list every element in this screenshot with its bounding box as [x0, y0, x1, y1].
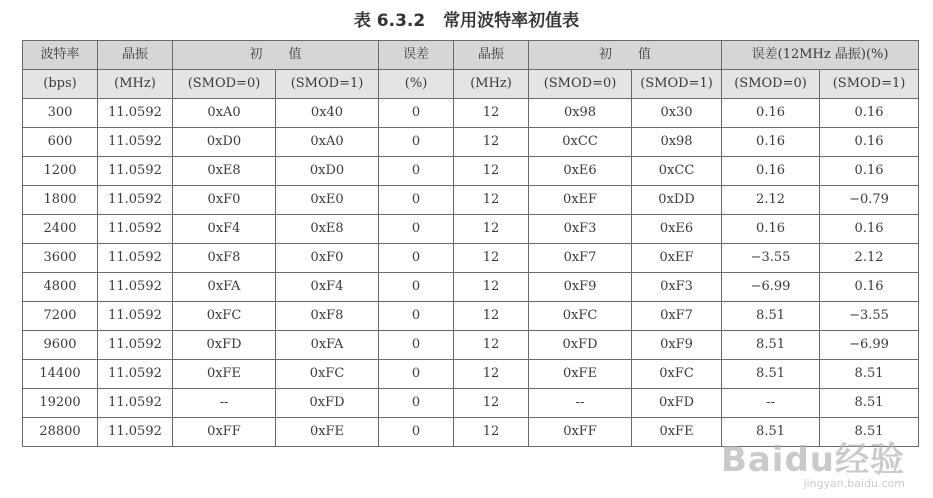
table-cell: −3.55	[820, 302, 919, 331]
header-baud-unit: (bps)	[23, 70, 98, 99]
header-baud: 波特率	[23, 41, 98, 70]
table-cell: 600	[23, 128, 98, 157]
table-cell: 0.16	[820, 99, 919, 128]
table-cell: --	[722, 389, 820, 418]
table-row	[23, 360, 919, 389]
header-crystal-12: 晶振	[454, 41, 529, 70]
table-cell: 0xA0	[173, 99, 276, 128]
table-cell: --	[173, 389, 276, 418]
table-cell: 0	[379, 389, 454, 418]
caption-title: 常用波特率初值表	[443, 11, 580, 31]
table-cell: 4800	[23, 273, 98, 302]
table-cell: 0xE6	[529, 157, 632, 186]
table-row	[23, 302, 919, 331]
table-cell: 28800	[23, 418, 98, 447]
table-cell: 8.51	[722, 418, 820, 447]
table-cell: 0xF8	[276, 302, 379, 331]
table-cell: 0x98	[529, 99, 632, 128]
table-row	[23, 273, 919, 302]
table-cell: 0xF8	[173, 244, 276, 273]
table-cell: 12	[454, 418, 529, 447]
table-cell: 0xF3	[632, 273, 722, 302]
table-cell: 0.16	[820, 128, 919, 157]
table-cell: 0xF3	[529, 215, 632, 244]
table-cell: 0xFD	[276, 389, 379, 418]
table-cell: 0xFC	[173, 302, 276, 331]
table-cell: 0x40	[276, 99, 379, 128]
table-cell: 0xA0	[276, 128, 379, 157]
table-cell: 0xFE	[276, 418, 379, 447]
table-cell: 11.0592	[98, 157, 173, 186]
table-cell: 1800	[23, 186, 98, 215]
table-cell: 0	[379, 331, 454, 360]
table-cell: 0	[379, 360, 454, 389]
table-cell: 0.16	[722, 128, 820, 157]
table-cell: −6.99	[820, 331, 919, 360]
table-cell: 12	[454, 157, 529, 186]
table-cell: 11.0592	[98, 302, 173, 331]
table-cell: 0.16	[820, 157, 919, 186]
watermark-logo: Baidu经验	[720, 440, 905, 480]
table-cell: 0xF0	[173, 186, 276, 215]
table-cell: 11.0592	[98, 389, 173, 418]
table-cell: 0	[379, 128, 454, 157]
table-cell: 0.16	[722, 157, 820, 186]
table-cell: 12	[454, 215, 529, 244]
table-cell: 0xFC	[529, 302, 632, 331]
table-cell: 0xE8	[276, 215, 379, 244]
table-cell: 0xE8	[173, 157, 276, 186]
table-cell: 0xFF	[173, 418, 276, 447]
table-caption	[0, 6, 933, 31]
header-smod1-12: (SMOD=1)	[632, 70, 722, 99]
table-cell: 0xFC	[632, 360, 722, 389]
table-cell: 0xF9	[632, 331, 722, 360]
table-cell: 11.0592	[98, 331, 173, 360]
table-row	[23, 157, 919, 186]
table-cell: 0xFE	[529, 360, 632, 389]
caption-number: 表 6.3.2	[353, 11, 426, 31]
table-cell: 11.0592	[98, 360, 173, 389]
table-cell: 11.0592	[98, 99, 173, 128]
table-cell: 0xEF	[529, 186, 632, 215]
table-cell: 0	[379, 215, 454, 244]
header-smod0: (SMOD=0)	[173, 70, 276, 99]
table-cell: 3600	[23, 244, 98, 273]
table-cell: 0xE0	[276, 186, 379, 215]
table-row	[23, 244, 919, 273]
table-cell: 0xF4	[173, 215, 276, 244]
table-cell: 0xCC	[632, 157, 722, 186]
table-cell: 0.16	[820, 215, 919, 244]
table-cell: 0.16	[722, 99, 820, 128]
table-cell: 12	[454, 244, 529, 273]
table-cell: 8.51	[722, 331, 820, 360]
baidu-watermark	[721, 432, 905, 490]
table-cell: 0xFD	[529, 331, 632, 360]
header-smod1: (SMOD=1)	[276, 70, 379, 99]
table-cell: 0xFE	[173, 360, 276, 389]
header-smod0-12: (SMOD=0)	[529, 70, 632, 99]
table-cell: 11.0592	[98, 215, 173, 244]
table-cell: 12	[454, 273, 529, 302]
header-crystal-12-unit: (MHz)	[454, 70, 529, 99]
table-cell: 0xFA	[276, 331, 379, 360]
header-crystal: 晶振	[98, 41, 173, 70]
table-cell: 9600	[23, 331, 98, 360]
table-cell: 0	[379, 418, 454, 447]
table-body	[23, 99, 919, 447]
table-cell: 1200	[23, 157, 98, 186]
table-cell: 8.51	[820, 389, 919, 418]
table-cell: 11.0592	[98, 418, 173, 447]
table-cell: 12	[454, 360, 529, 389]
header-error-12: 误差(12MHz 晶振)(%)	[722, 41, 919, 70]
table-cell: 12	[454, 128, 529, 157]
table-cell: 0x30	[632, 99, 722, 128]
table-cell: 0xF9	[529, 273, 632, 302]
table-cell: 0	[379, 302, 454, 331]
header-init: 初 值	[173, 41, 379, 70]
table-cell: 8.51	[722, 302, 820, 331]
header-error-smod1: (SMOD=1)	[820, 70, 919, 99]
table-cell: 0xFC	[276, 360, 379, 389]
table-cell: 0.16	[820, 273, 919, 302]
table-cell: 12	[454, 186, 529, 215]
header-crystal-unit: (MHz)	[98, 70, 173, 99]
header-error: 误差	[379, 41, 454, 70]
table-cell: 8.51	[820, 418, 919, 447]
table-cell: 0xCC	[529, 128, 632, 157]
table-cell: 0xF4	[276, 273, 379, 302]
table-row	[23, 389, 919, 418]
table-cell: 0xFD	[173, 331, 276, 360]
table-row	[23, 128, 919, 157]
table-cell: 12	[454, 389, 529, 418]
table-cell: 0xF7	[632, 302, 722, 331]
table-cell: −6.99	[722, 273, 820, 302]
table-cell: --	[529, 389, 632, 418]
table-cell: 0	[379, 157, 454, 186]
table-cell: 0xFE	[632, 418, 722, 447]
table-cell: 0xD0	[173, 128, 276, 157]
table-cell: 14400	[23, 360, 98, 389]
table-cell: 0xDD	[632, 186, 722, 215]
header-error-smod0: (SMOD=0)	[722, 70, 820, 99]
table-cell: 7200	[23, 302, 98, 331]
baud-rate-table	[22, 40, 919, 447]
table-cell: 11.0592	[98, 128, 173, 157]
table-cell: 0	[379, 99, 454, 128]
table-cell: 8.51	[722, 360, 820, 389]
table-cell: 12	[454, 331, 529, 360]
table-cell: 0xFF	[529, 418, 632, 447]
header-init-12: 初 值	[529, 41, 722, 70]
table-cell: 0xF0	[276, 244, 379, 273]
table-cell: 0xEF	[632, 244, 722, 273]
table-row	[23, 186, 919, 215]
table-cell: 12	[454, 99, 529, 128]
table-cell: −3.55	[722, 244, 820, 273]
table-row	[23, 215, 919, 244]
table-cell: 2400	[23, 215, 98, 244]
table-cell: 0x98	[632, 128, 722, 157]
table-cell: 8.51	[820, 360, 919, 389]
table-cell: 0xF7	[529, 244, 632, 273]
table-cell: 2.12	[820, 244, 919, 273]
table-row	[23, 331, 919, 360]
table-cell: 0.16	[722, 215, 820, 244]
table-header	[23, 41, 919, 99]
table-cell: −0.79	[820, 186, 919, 215]
table-cell: 300	[23, 99, 98, 128]
table-cell: 0xD0	[276, 157, 379, 186]
table-cell: 19200	[23, 389, 98, 418]
table-cell: 0	[379, 186, 454, 215]
table-cell: 11.0592	[98, 244, 173, 273]
watermark-url: jingyan.baidu.com	[803, 477, 905, 490]
table-cell: 12	[454, 302, 529, 331]
table-cell: 0xFD	[632, 389, 722, 418]
table-cell: 2.12	[722, 186, 820, 215]
header-error-unit: (%)	[379, 70, 454, 99]
table-cell: 0xE6	[632, 215, 722, 244]
table-cell: 11.0592	[98, 273, 173, 302]
table-cell: 11.0592	[98, 186, 173, 215]
table-cell: 0	[379, 244, 454, 273]
table-row	[23, 99, 919, 128]
table-cell: 0	[379, 273, 454, 302]
table-cell: 0xFA	[173, 273, 276, 302]
